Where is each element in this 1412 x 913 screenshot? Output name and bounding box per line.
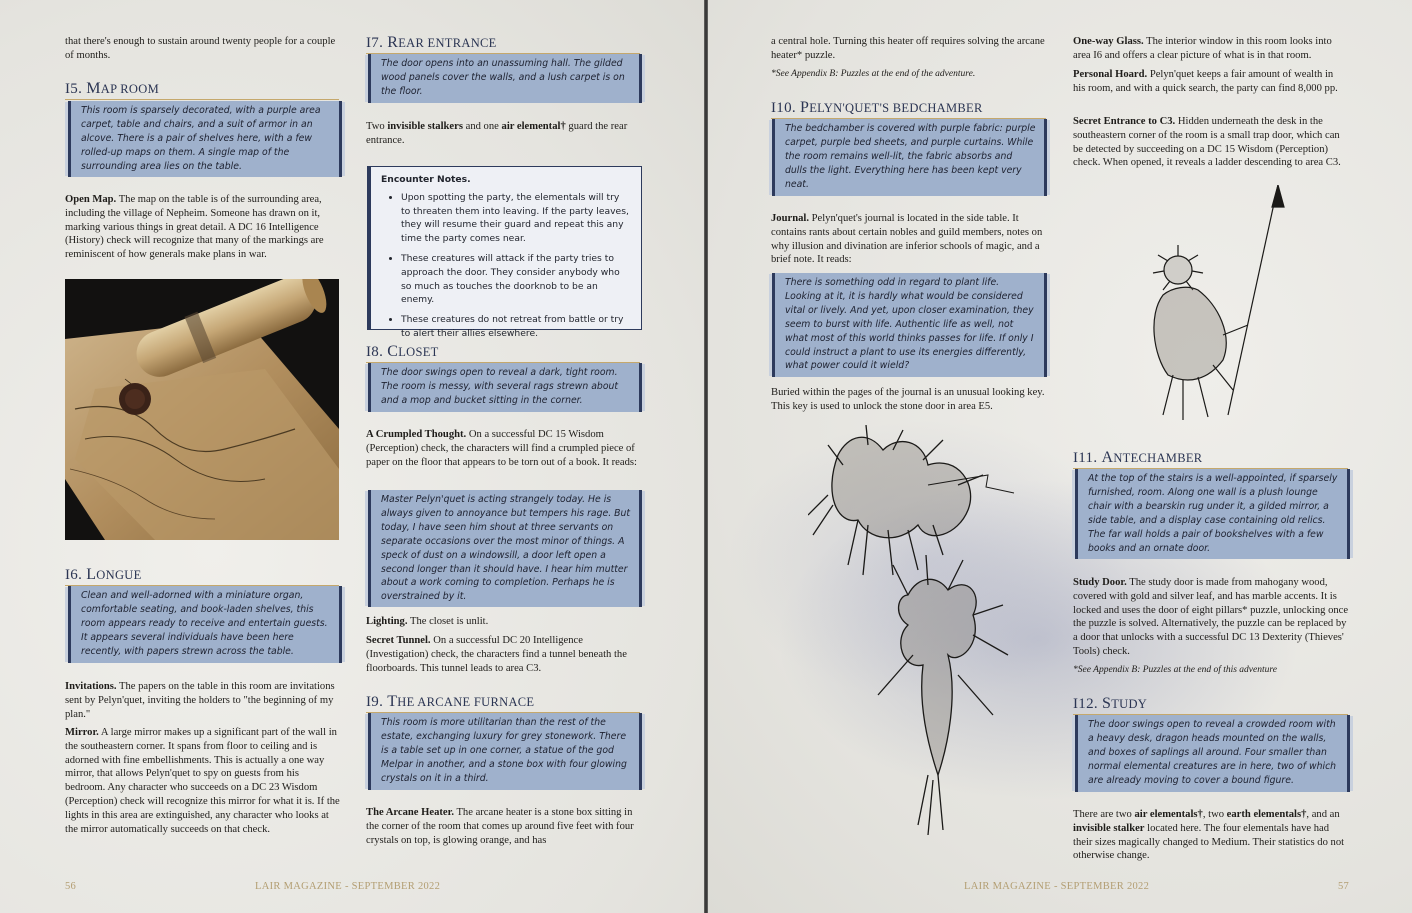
heater-continued-text: a central hole. Turning this heater off requires solving the arcane heater* puzzle. [771,36,1045,61]
read-aloud-box-i6: Clean and well-adorned with a miniature organ, comfortable seating, and book-laden shelves, this room appears ready to receive and entertain guests. It appears several individuals have been here recently, with papers strewn across the table. [68,586,342,663]
encounter-notes-box [367,166,642,339]
read-aloud-box-i11: At the top of the stairs is a well-appointed, if sparsely furnished, room. Along one wall is a plush lounge chair with a bearskin rug under it, a gilded mirror, a side table, and a display case containing old relics. The far wall holds a pair of bookshelves with a few books and an ornate door. [1075,469,1350,559]
heading-i8-closet: I8. CLOSET [366,343,640,363]
footer-title-left: LAIR MAGAZINE - SEPTEMBER 2022 [255,881,441,892]
read-aloud-box-i10: The bedchamber is covered with purple fabric: purple carpet, purple bed sheets, and purple curtains. While the room remains well-lit, the fabric absorbs and dulls the light. Everything here has been kept very neat. [772,119,1047,196]
invitations-paragraph: Invitations. The papers on the table in this room are invitations sent by Pelyn'quet, inviting the holders to "the beginning of my plan." [65,681,335,720]
lighting-paragraph: Lighting. The closet is unlit. [366,616,489,627]
mirror-paragraph: Mirror. A large mirror makes up a significant part of the wall in the southeastern corner. It spans from floor to ceiling and is adorned with fine embellishments. This is actually a one way mirror, that allows Pelyn'quet to spy on guests from his bedroom. Any character who succeeds on a DC 23 Wisdom (Perception) check will recognize this mirror for what it is. If the lights in this area are extinguished, any character who looks at the mirror automatically succeeds on that check. [65,727,340,835]
crumpled-thought-paragraph: A Crumpled Thought. On a successful DC 15 Wisdom (Perception) check, the characters will find a crumpled piece of paper on the floor that appears to be torn out of a book. It reads: [366,429,637,468]
read-aloud-box-i8: The door swings open to reveal a dark, tight room. The room is messy, with several rags strewn about and a mop and bucket sitting in the corner. [368,363,642,412]
secret-entrance-paragraph: Secret Entrance to C3. Hidden underneath the desk in the southeastern corner of the room is a small trap door, which can be detected by succeeding on a DC 15 Wisdom (Perception) check. When opened, it reveals a ladder descending to area C3. [1073,116,1341,169]
heading-i6-longue: I6. LONGUE [65,566,339,586]
arcane-heater-paragraph: The Arcane Heater. The arcane heater is a stone box sitting in the corner of the room that comes up around five feet with four crystals on top, is glowing orange, and has [366,807,634,846]
crumpled-note-box: Master Pelyn'quet is acting strangely today. He is always given to annoyance but tempers his rage. But today, I have seen him shout at three servants on separate occasions over the most minor of things. A speck of dust on a windowsill, a door left open a second longer than it should have. I hear him mutter about a work coming to completion. Perhaps he is overstrained by it. [368,490,642,607]
heading-i5-map-room: I5. MAP ROOM [65,80,339,100]
left-page [0,0,704,913]
right-page [708,0,1412,913]
personal-hoard-paragraph: Personal Hoard. Pelyn'quet keeps a fair amount of wealth in his room, and with a quick search, the party can find 8,000 pp. [1073,69,1338,94]
encounter-note-item: • Upon spotting the party, the elementals will try to threaten them into leaving. If the party leaves, they will resume their guard and repeat this any time the party comes near. [401,191,631,246]
heading-i7-rear-entrance: I7. REAR ENTRANCE [366,34,640,54]
appendix-note-heater: *See Appendix B: Puzzles at the end of the adventure. [771,69,976,79]
study-door-paragraph: Study Door. The study door is made from mahogany wood, covered with gold and silver leaf, and has marble accents. It is locked and uses the door of eight pillars* puzzle, unlocking once the puzzle is solved. Alternatively, the puzzle can be replaced by a door that unlocks with a successful DC 13 Dexterity (Thieves' Tools) check. [1073,577,1349,657]
encounter-notes-title: Encounter Notes. [381,174,471,185]
one-way-glass-paragraph: One-way Glass. The interior window in this room looks into area I6 and offers a clear picture of what is in that room. [1073,36,1332,61]
appendix-note-study: *See Appendix B: Puzzles at the end of this adventure [1073,665,1277,675]
heading-i9-arcane-furnace: I9. THE ARCANE FURNACE [366,693,640,713]
buried-key-paragraph: Buried within the pages of the journal is an unusual looking key. This key is used to unlock the stone door in area E5. [771,387,1045,412]
heading-i12-study: I12. STUDY [1073,695,1348,715]
read-aloud-box-i5: This room is sparsely decorated, with a purple area carpet, table and chairs, and a suit of armor in an alcove. There is a pair of shelves here, with a few rolled-up maps on them. A single map of the surrounding area lies on the table. [68,101,342,177]
footer-title-right: LAIR MAGAZINE - SEPTEMBER 2022 [964,881,1150,892]
map-scroll-illustration [65,279,339,540]
read-aloud-box-i7: The door opens into an unassuming hall. The gilded wood panels cover the walls, and a lush carpet is on the floor. [368,54,642,103]
heading-i11-antechamber: I11. ANTECHAMBER [1073,449,1348,469]
open-map-paragraph: Open Map. The map on the table is of the surrounding area, including the village of Nepheim. Someone has drawn on it, marking various things in great detail. A DC 16 Intelligence (History) check will recognize that many of the markings are reminiscent of how generals make plans in war. [65,194,324,261]
intro-text: that there's enough to sustain around twenty people for a couple of months. [65,36,336,61]
read-aloud-box-i9: This room is more utilitarian than the rest of the estate, exchanging luxury for grey stonework. There is a table set up in one corner, a statue of the god Melpar in another, and a stone box with four glowing crystals on it in a third. [368,713,642,790]
read-aloud-box-i12: The door swings open to reveal a crowded room with a heavy desk, dragon heads mounted on the walls, and boxes of saplings all around. Four smaller than normal elemental creatures are in here, two of which are already moving to cover a bound figure. [1075,715,1350,792]
guard-paragraph: Two invisible stalkers and one air elemental† guard the rear entrance. [366,121,628,146]
plant-creatures-illustration [808,425,1058,845]
page-number-left: 56 [65,881,77,892]
page-number-right: 57 [1338,881,1350,892]
journal-note-box: There is something odd in regard to plant life. Looking at it, it is hardly what would be considered vital or lively. And yet, upon closer examination, they seem to burst with life. Authentic life as well, not what most of this world thinks passes for life. If only I could instruct a plant to use its energies differently, what power could it wield? [772,273,1047,377]
study-creatures-paragraph: There are two air elementals†, two earth elementals†, and an invisible stalker located here. The four elementals have had their sizes magically changed to Medium. Their statistics do not otherwise change. [1073,809,1345,862]
spear-creature-illustration [1138,185,1298,430]
secret-tunnel-paragraph: Secret Tunnel. On a successful DC 20 Intelligence (Investigation) check, the characters find a tunnel beneath the floorboards. This tunnel leads to area C3. [366,635,627,674]
encounter-note-item: • These creatures do not retreat from battle or try to alert their allies elsewhere. [401,313,631,341]
encounter-notes-list [381,191,631,341]
journal-paragraph: Journal. Pelyn'quet's journal is located in the side table. It contains rants about certain nobles and guild members, notes on why illusion and divination are inferior schools of magic, and a brief note. It reads: [771,213,1043,266]
heading-i10-bedchamber: I10. PELYN'QUET'S BEDCHAMBER [771,99,1046,119]
encounter-note-item: • These creatures will attack if the party tries to approach the door. They consider anybody who so much as touches the doorknob to be an enemy. [401,252,631,307]
